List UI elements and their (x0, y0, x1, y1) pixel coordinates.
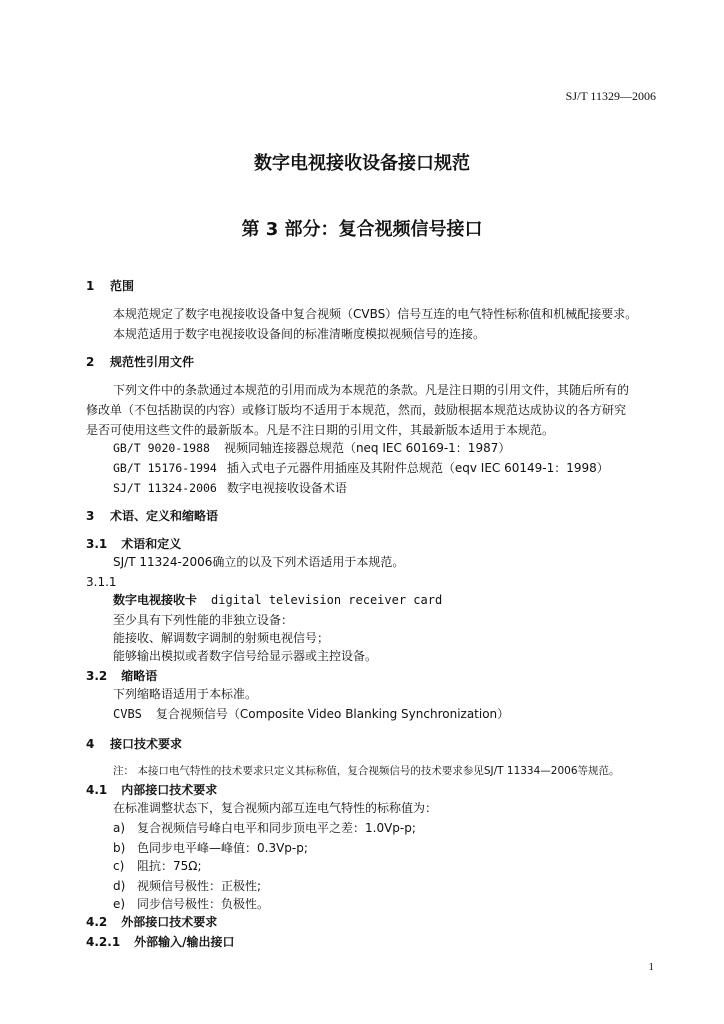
subsection-number: 4.2 (86, 915, 108, 929)
paragraph-line: 是否可使用这些文件的最新版本。凡是不注日期的引用文件，其最新版本适用于本规范。 (86, 423, 555, 437)
section-4-heading (86, 738, 182, 750)
reference-title: 数字电视接收设备术语 (226, 481, 347, 495)
subsection-title: 外部接口技术要求 (121, 915, 218, 929)
subsection-title: 缩略语 (121, 669, 158, 683)
term-heading (113, 594, 442, 606)
definition-line: 能接收、解调数字调制的射频电视信号； (113, 631, 330, 645)
section-3-heading (86, 510, 218, 522)
subsection-number: 3.1 (86, 537, 108, 551)
subsection-title: 内部接口技术要求 (121, 783, 218, 797)
paragraph: 本规范规定了数字电视接收设备中复合视频（CVBS）信号互连的电气特性标称值和机械配接要求。 (113, 307, 638, 321)
subsection-4-2-heading (86, 916, 217, 928)
reference-code: GB/T 9020-1988 (113, 441, 210, 455)
section-1-heading (86, 280, 134, 292)
abbreviation-definition: 复合视频信号（Composite Video Blanking Synchronization） (155, 707, 510, 721)
list-label: c) (113, 859, 125, 873)
list-text: 复合视频信号峰白电平和同步顶电平之差：1.0Vp-p; (137, 821, 416, 835)
reference-title: 插入式电子元器件用插座及其附件总规范（eqv IEC 60149-1：1998） (226, 461, 609, 475)
term-chinese: 数字电视接收卡 (113, 593, 198, 607)
section-2-heading (86, 356, 194, 368)
subsection-3-1-1-number: 3.1.1 (86, 575, 117, 589)
reference-code: SJ/T 11324-2006 (113, 481, 217, 495)
subsection-number: 4.2.1 (86, 935, 121, 949)
section-title: 术语、定义和缩略语 (110, 509, 219, 523)
section-title: 接口技术要求 (110, 737, 183, 751)
subsection-number: 4.1 (86, 783, 108, 797)
list-item (113, 860, 201, 872)
section-number: 3 (86, 509, 95, 523)
reference-item (113, 482, 347, 495)
subsection-title: 术语和定义 (121, 537, 182, 551)
subsection-4-2-1-heading (86, 936, 235, 948)
reference-item (113, 462, 609, 475)
section-number: 1 (86, 279, 95, 293)
section-title: 范围 (110, 279, 135, 293)
paragraph-line: 下列文件中的条款通过本规范的引用而成为本规范的条款。凡是注日期的引用文件，其随后所有的 (113, 383, 630, 397)
definition-line: 至少具有下列性能的非独立设备： (113, 613, 294, 627)
reference-item (113, 442, 510, 455)
list-item (113, 842, 308, 854)
list-label: d) (113, 879, 126, 893)
list-item (113, 880, 261, 892)
document-subtitle: 第 3 部分：复合视频信号接口 (241, 219, 483, 240)
list-text: 视频信号极性：正极性; (137, 879, 262, 893)
list-item (113, 822, 416, 834)
paragraph: 下列缩略语适用于本标准。 (113, 687, 258, 701)
subsection-number: 3.2 (86, 669, 108, 683)
paragraph-line: 修改单（不包括勘误的内容）或修订版均不适用于本规范，然而，鼓励根据本规范达成协议的各方研究 (86, 403, 627, 417)
reference-code: GB/T 15176-1994 (113, 461, 217, 475)
reference-title: 视频同轴连接器总规范（neq IEC 60169-1：1987） (223, 441, 511, 455)
list-text: 阻抗：75Ω; (137, 859, 202, 873)
subsection-3-2-heading (86, 670, 157, 682)
paragraph: SJ/T 11324-2006确立的以及下列术语适用于本规范。 (113, 555, 405, 569)
page-number: 1 (648, 961, 654, 973)
subsection-3-1-heading (86, 538, 181, 550)
list-label: a) (113, 821, 126, 835)
definition-line: 能够输出模拟或者数字信号给显示器或主控设备。 (113, 649, 378, 663)
section-number: 2 (86, 355, 95, 369)
list-label: b) (113, 841, 126, 855)
list-label: e) (113, 897, 126, 911)
abbreviation: CVBS (113, 707, 142, 721)
abbreviation-item (113, 708, 509, 720)
term-english: digital television receiver card (211, 593, 443, 607)
section-number: 4 (86, 737, 95, 751)
subsection-4-1-heading (86, 784, 217, 796)
section-title: 规范性引用文件 (110, 355, 195, 369)
document-title: 数字电视接收设备接口规范 (254, 153, 470, 174)
subsection-title: 外部输入/输出接口 (134, 935, 235, 949)
list-text: 同步信号极性：负极性。 (137, 897, 270, 911)
paragraph: 本规范适用于数字电视接收设备间的标准清晰度模拟视频信号的连接。 (113, 327, 486, 341)
note: 注： 本接口电气特性的技术要求只定义其标称值，复合视频信号的技术要求参见SJ/T 11334—2006等规范。 (113, 765, 620, 777)
list-text: 色同步电平峰—峰值：0.3Vp-p; (137, 841, 308, 855)
list-item (113, 898, 269, 910)
standard-number: SJ/T 11329—2006 (565, 89, 656, 103)
paragraph: 在标准调整状态下，复合视频内部互连电气特性的标称值为： (113, 801, 438, 815)
